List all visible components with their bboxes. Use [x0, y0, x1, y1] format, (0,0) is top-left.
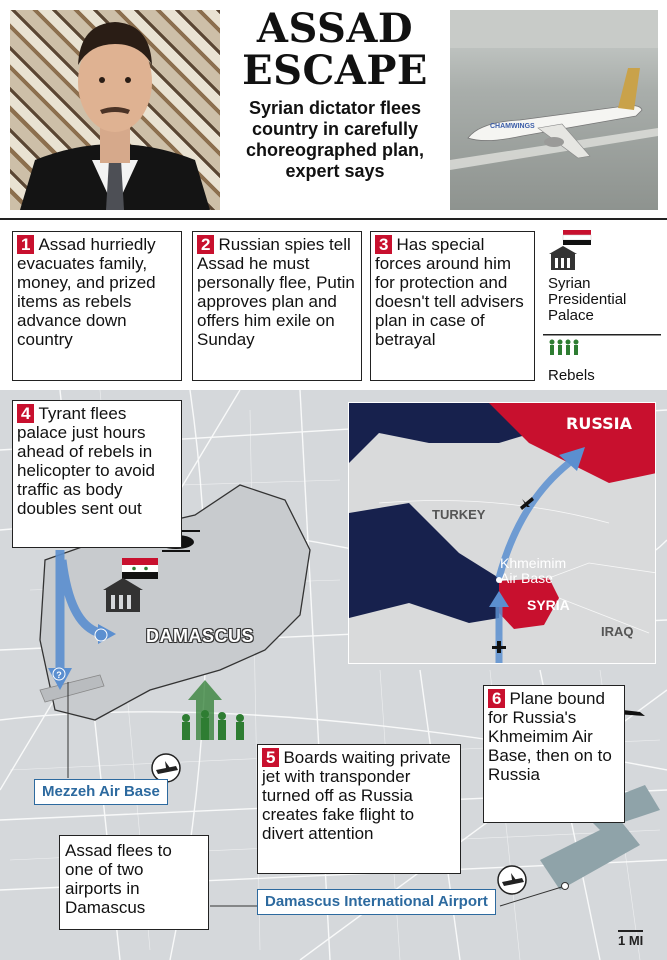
- step-number: 3: [375, 235, 392, 254]
- rebels-icon: [550, 340, 579, 356]
- step-number: 2: [197, 235, 214, 254]
- callout-text: Assad flees to one of two airports in Damascus: [65, 841, 172, 917]
- legend: [543, 228, 661, 388]
- inset-turkey-label: TURKEY: [432, 507, 486, 522]
- step-2: [192, 231, 362, 381]
- inset-russia-label: RUSSIA: [566, 414, 632, 433]
- legend-rebels-label: Rebels: [548, 367, 595, 384]
- jet-illustration: [450, 10, 658, 210]
- damascus-label: DAMASCUS: [146, 626, 255, 646]
- airport-callout: [59, 835, 209, 930]
- step-3: [370, 231, 535, 381]
- palace-icon: [549, 246, 577, 270]
- international-airport-marker: [498, 866, 526, 894]
- jet-photo: [450, 10, 658, 210]
- step-5: [257, 744, 461, 874]
- portrait-illustration: [10, 10, 220, 210]
- step-number: 1: [17, 235, 34, 254]
- assad-portrait-photo: [10, 10, 220, 210]
- step-6: [483, 685, 625, 823]
- step-text: Assad hurriedly evacuates family, money, and prized items as rebels advance down country: [17, 235, 156, 349]
- step-number: 5: [262, 748, 279, 767]
- headline-block: [225, 5, 445, 182]
- khmeimim-name: Khmeimim: [500, 555, 567, 571]
- inset-khmeimim-label: [500, 556, 566, 586]
- inset-syria-label: SYRIA: [527, 597, 570, 613]
- legend-palace-label: Syrian Presidential Palace: [548, 275, 627, 324]
- step-text: Russian spies tell Assad he must personally flee, Putin approves plan and offers him exile on Sunday: [197, 235, 355, 349]
- palace-flag-icon: [122, 558, 158, 579]
- damascus-international-airport-label: Damascus International Airport: [257, 889, 496, 915]
- syria-flag-icon: [563, 230, 591, 245]
- step-number: 6: [488, 689, 505, 708]
- inset-iraq-label: IRAQ: [601, 624, 634, 639]
- step-text: Boards waiting private jet with transponder turned off as Russia creates fake flight to divert attention: [262, 748, 451, 843]
- headline-subtitle: Syrian dictator flees country in carefully choreographed plan, expert says: [245, 98, 425, 181]
- step-text: Tyrant flees palace just hours ahead of rebels in helicopter to avoid traffic as body doubles sent out: [17, 404, 155, 518]
- step-1: [12, 231, 182, 381]
- route-question-mark: ?: [56, 670, 62, 680]
- legend-divider: [543, 334, 661, 336]
- step-text: Plane bound for Russia's Khmeimim Air Base, then on to Russia: [488, 689, 612, 784]
- step-text: Has special forces around him for protection and doesn't tell advisers plan in case of betrayal: [375, 235, 524, 349]
- headline-line-2: ESCAPE: [242, 47, 428, 94]
- step-4: [12, 400, 182, 548]
- aircraft-livery: CHAMWINGS: [490, 123, 535, 130]
- step-number: 4: [17, 404, 34, 423]
- mezzeh-air-base-label: Mezzeh Air Base: [34, 779, 168, 805]
- header-divider: [0, 218, 667, 220]
- headline-line-1: ASSAD: [256, 5, 414, 52]
- khmeimim-air-base: Air Base: [500, 570, 553, 586]
- map-scale: 1 MI: [618, 930, 643, 948]
- mezzeh-airport-marker: [152, 754, 180, 782]
